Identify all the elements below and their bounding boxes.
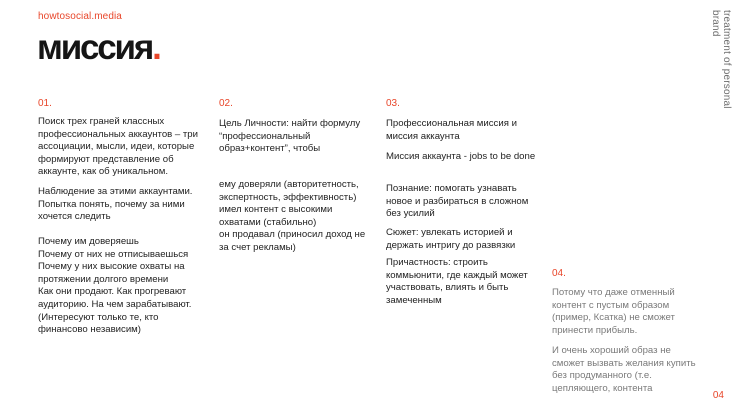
col2-paragraph-1: Цель Личности: найти формулу “профессиональный образ+контент”, чтобы	[219, 118, 361, 155]
col1-paragraph-2: Наблюдение за этими аккаунтами. Попытка понять, почему за ними хочется следить	[38, 186, 193, 223]
col3-number: 03.	[386, 98, 400, 109]
col3-paragraph-3: Познание: помогать узнавать новое и разбираться в сложном без усилий	[386, 183, 529, 220]
col1-paragraph-3: Почему им доверяешь Почему от них не отписываешься Почему у них высокие охваты на протяжении долгого времени Как они продают. Как прогревают аудиторию. На чем зарабатывают. (Интересуют только те, кто финансово независим)	[38, 236, 192, 336]
page-title-text: миссия	[37, 28, 153, 67]
brand-link[interactable]: howtosocial.media	[38, 11, 122, 22]
col2-paragraph-2: ему доверяли (авторитетность, экспертность, эффективность) имел контент с высокими охватами (стабильно) он продавал (приносил доход не за счет рекламы)	[219, 179, 366, 253]
col3-paragraph-2: Миссия аккаунта - jobs to be done	[386, 151, 536, 162]
col1-paragraph-1: Поиск трех граней классных профессиональных аккаунтов – три ассоциации, мысли, идеи, которые формируют представление об аккаунте, как об уникальном.	[38, 116, 199, 178]
col1-number: 01.	[38, 98, 52, 109]
page-number: 04	[712, 390, 724, 401]
side-label: treatment of personal brand	[710, 10, 732, 109]
col4-number: 04.	[552, 268, 566, 279]
col3-paragraph-4: Сюжет: увлекать историей и держать интригу до развязки	[386, 227, 516, 251]
col3-paragraph-5: Причастность: строить коммьюнити, где каждый может участвовать, влиять и быть замеченным	[386, 257, 528, 306]
col4-paragraph-1: Потому что даже отменный контент с пустым образом (пример, Ксатка) не сможет принести прибыль.	[552, 287, 675, 336]
col2-number: 02.	[219, 98, 233, 109]
col3-paragraph-1: Профессиональная миссия и миссия аккаунта	[386, 118, 517, 142]
col4-paragraph-2: И очень хороший образ не сможет вызвать желания купить без продуманного (т.е. цепляющего, контента	[552, 345, 696, 394]
page-title	[37, 30, 162, 65]
title-dot: .	[152, 28, 162, 67]
